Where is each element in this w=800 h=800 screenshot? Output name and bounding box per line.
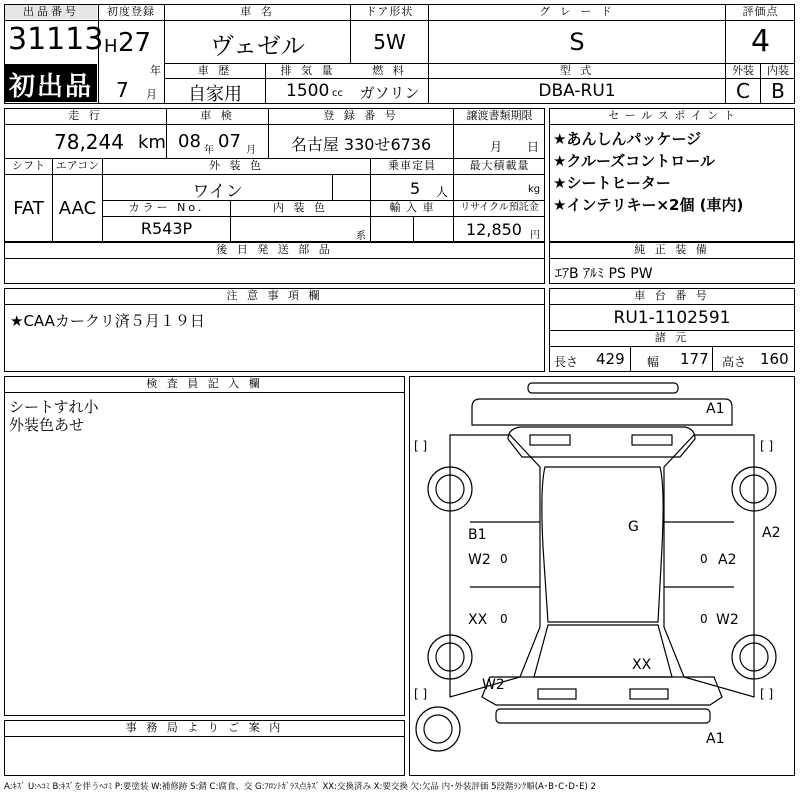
inspection-label: 車 検 — [200, 109, 235, 122]
ac-value: AAC — [58, 198, 97, 219]
car-name-label: 車 名 — [240, 5, 275, 18]
score-value: 4 — [750, 24, 771, 59]
transfer-month-unit: 月 — [490, 140, 503, 154]
transfer-day-unit: 日 — [527, 140, 540, 154]
zero-mark: 0 — [700, 612, 708, 626]
office-title: 事 務 局 よ り ご 案 内 — [125, 721, 284, 734]
zero-mark: 0 — [700, 552, 708, 566]
sales-point-item: ★クルーズコントロール — [553, 152, 715, 170]
mark-xx-rear: XX — [632, 657, 652, 673]
inspection-year: 08 — [178, 131, 201, 152]
interior-color-suffix: 系 — [356, 231, 366, 242]
zero-mark: 0 — [500, 612, 508, 626]
inspector-line: シートすれ小 — [9, 398, 99, 416]
lot-label: 出品番号 — [5, 5, 97, 19]
mark-w2-left-rear: W2 — [482, 677, 505, 693]
first-listing-badge — [5, 64, 97, 102]
mark-a2-right: A2 — [762, 525, 781, 541]
reg-year: 27 — [118, 28, 152, 58]
history-value: 自家用 — [188, 84, 242, 105]
notes-title: 注 意 事 項 欄 — [226, 289, 323, 302]
grade-value: S — [569, 28, 585, 56]
color-label: 外 装 色 — [209, 159, 264, 172]
bracket-mark: [ ] — [414, 439, 428, 453]
color-no-label: カラー No. — [128, 201, 205, 214]
lot-number: 31113 — [8, 22, 104, 57]
damage-diagram — [409, 376, 795, 776]
plate-value: 名古屋 330せ6736 — [290, 135, 432, 154]
fuel-label: 燃 料 — [372, 64, 407, 77]
score-label: 評価点 — [742, 5, 779, 18]
first-listing-text: 初出品 — [9, 72, 94, 102]
model-label: 型 式 — [559, 64, 595, 77]
later-parts-title: 後 日 発 送 部 品 — [216, 243, 333, 256]
bracket-mark: [ ] — [414, 687, 428, 701]
equipment-text: ｴｱB ｱﾙﾐ PS PW — [555, 266, 653, 282]
recycle-value: 12,850 — [466, 220, 522, 239]
recycle-label: リサイクル預託金 — [460, 202, 539, 213]
color-value: ワイン — [192, 182, 243, 202]
inspection-year-unit: 年 — [204, 145, 214, 156]
transfer-label: 譲渡書類期限 — [466, 109, 533, 122]
recycle-unit: 円 — [530, 230, 540, 241]
width-value: 177 — [680, 350, 709, 368]
sales-points-title: セ ー ル ス ポ イ ン ト — [608, 109, 736, 122]
inspection-month-unit: 月 — [246, 145, 256, 156]
exterior-label: 外装 — [732, 64, 754, 77]
ac-label: エアコン — [55, 159, 100, 172]
plate-label: 登 録 番 号 — [323, 109, 399, 122]
mark-xx-left: XX — [468, 612, 488, 628]
era: H — [104, 36, 118, 57]
height-label: 高さ — [722, 355, 747, 369]
exterior-grade: C — [736, 79, 750, 103]
fuel-value: ガソリン — [359, 84, 420, 102]
mark-w2-right: W2 — [716, 612, 739, 628]
interior-grade: B — [771, 79, 785, 103]
mark-b1: B1 — [468, 527, 487, 543]
reg-month-unit: 月 — [146, 88, 157, 101]
mark-a1-top: A1 — [706, 401, 725, 417]
length-value: 429 — [596, 350, 625, 368]
inspection-month: 07 — [218, 131, 241, 152]
mark-g: G — [628, 519, 639, 535]
grade-label: グ レ ー ド — [539, 5, 615, 18]
history-label: 車 歴 — [197, 64, 233, 77]
capacity-unit: 人 — [436, 185, 449, 199]
reg-year-unit: 年 — [150, 64, 161, 77]
load-unit: kg — [528, 184, 541, 195]
sales-point-item: ★インテリキー×2個 (車内) — [553, 196, 744, 214]
sales-point-item: ★シートヒーター — [553, 174, 671, 192]
door-value: 5W — [373, 30, 406, 54]
mark-w2-left-front: W2 — [468, 552, 491, 568]
import-label: 輸 入 車 — [389, 201, 435, 214]
bracket-mark: [ ] — [760, 439, 774, 453]
length-label: 長さ — [554, 355, 579, 369]
mark-a2-right-door: A2 — [718, 552, 737, 568]
displacement-value: 1500 — [286, 81, 330, 101]
sales-point-item: ★あんしんパッケージ — [553, 130, 702, 148]
first-reg-label: 初度登録 — [107, 5, 155, 18]
inspector-line: 外装色あせ — [9, 416, 85, 434]
equipment-title: 純 正 装 備 — [634, 243, 710, 256]
notes-text: ★CAAカークリ済５月１９日 — [10, 312, 205, 330]
mark-a1-bottom: A1 — [706, 731, 725, 747]
bracket-mark: [ ] — [760, 687, 774, 701]
height-value: 160 — [760, 350, 789, 368]
interior-label: 内装 — [767, 64, 789, 77]
mileage-unit: km — [138, 132, 166, 153]
model-value: DBA-RU1 — [538, 81, 616, 101]
inspector-title: 検 査 員 記 入 欄 — [146, 377, 263, 390]
car-outline-svg — [410, 377, 794, 775]
capacity-label: 乗車定員 — [388, 159, 436, 172]
legend-text: A:ｷｽﾞ U:ﾍｺﾐ B:ｷｽﾞを伴うﾍｺﾐ P:要塗装 W:補修跡 S:錆 C:腐食、交 G:ﾌﾛﾝﾄｶﾞﾗｽ点ｷｽﾞ XX:交換済み X:要交換 欠:欠品 内･外装評価 5段階ﾗﾝｸ順(A･B･C･D･E) 2 — [4, 782, 596, 792]
mileage-label: 走 行 — [68, 109, 103, 122]
interior-color-label: 内 装 色 — [273, 201, 328, 214]
color-no-value: R543P — [140, 219, 193, 238]
load-label: 最大積載量 — [469, 159, 530, 172]
chassis-title: 車 台 番 号 — [634, 289, 710, 302]
shift-label: シフト — [12, 159, 45, 172]
door-label: ドア形状 — [365, 5, 414, 18]
displacement-label: 排 気 量 — [280, 64, 336, 77]
capacity-value: 5 — [410, 179, 421, 198]
chassis-number: RU1-1102591 — [613, 308, 731, 328]
dims-title: 諸 元 — [654, 331, 690, 344]
car-name: ヴェゼル — [209, 32, 306, 60]
zero-mark: 0 — [500, 552, 508, 566]
width-label: 幅 — [647, 355, 660, 369]
shift-value: FAT — [13, 198, 44, 219]
details-block — [4, 108, 545, 242]
mileage-value: 78,244 — [54, 130, 124, 154]
displacement-unit: cc — [332, 88, 343, 99]
reg-month: 7 — [116, 78, 129, 102]
